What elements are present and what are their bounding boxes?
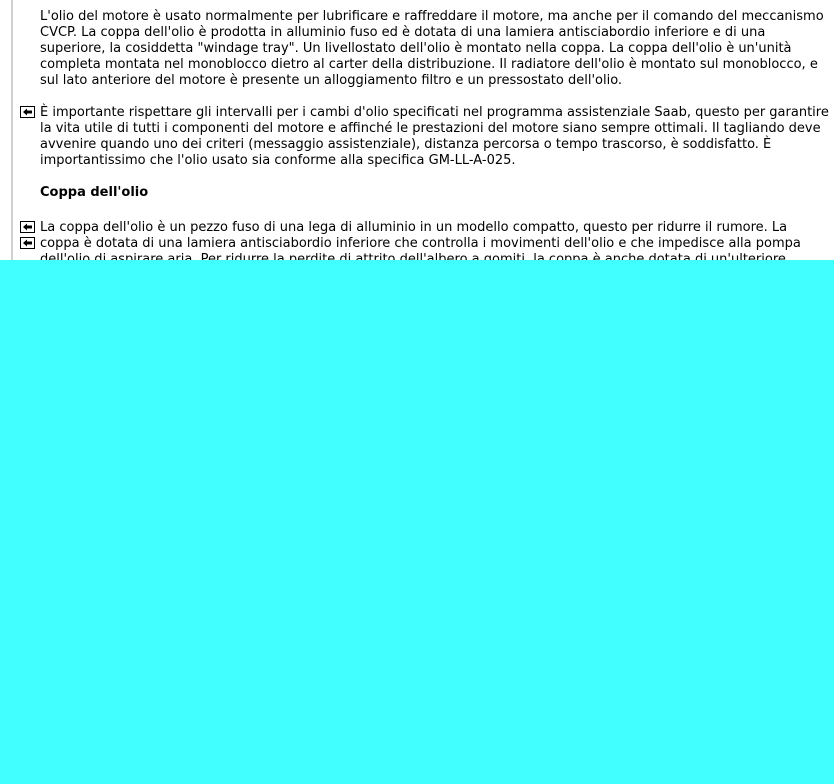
cyan-overlay-region	[0, 260, 834, 784]
paragraph-engine-oil: L'olio del motore è usato normalmente per lubrificare e raffreddare il motore, ma anche per il comando del meccanismo CVCP. La coppa dell'olio è prodotta in alluminio fuso ed è dotata di una lamiera antisciabordio inferiore e di una superiore, la cosiddetta "windage tray". Un livellostato dell'olio è montato nella coppa. La coppa dell'olio è un'unità completa montata nel monoblocco dietro al carter della distribuzione. Il radiatore dell'olio è montato sul monoblocco, e sul lato anteriore del motore è presente un alloggiamento filtro e un pressostato dell'olio.	[40, 9, 824, 88]
back-arrow-note-icon[interactable]	[20, 106, 35, 118]
paragraph-oil-pan: La coppa dell'olio è un pezzo fuso di una lega di alluminio in un modello compatto, questo per ridurre il rumore. La coppa è dotata di una lamiera antisciabordio inferiore che controlla i movimenti dell'olio e che impedisce alla pompa	[40, 220, 801, 251]
back-arrow-note-icon[interactable]	[20, 237, 35, 249]
margin-rule	[11, 0, 13, 260]
back-arrow-note-icon[interactable]	[20, 221, 35, 233]
paragraph-oil-change-intervals: È importante rispettare gli intervalli per i cambi d'olio specificati nel programma assistenziale Saab, questo per garantire la vita utile di tutti i componenti del motore e affinché le prestazioni del motore siano sempre ottimali. Il tagliando deve avvenire quando uno dei criteri (messaggio assistenziale), distanza percorsa o tempo trascorso, è soddisfatto. È importantissimo che l'olio usato sia conforme alla specifica GM-LL-A-025.	[40, 105, 829, 168]
section-heading: Coppa dell'olio	[40, 185, 149, 200]
